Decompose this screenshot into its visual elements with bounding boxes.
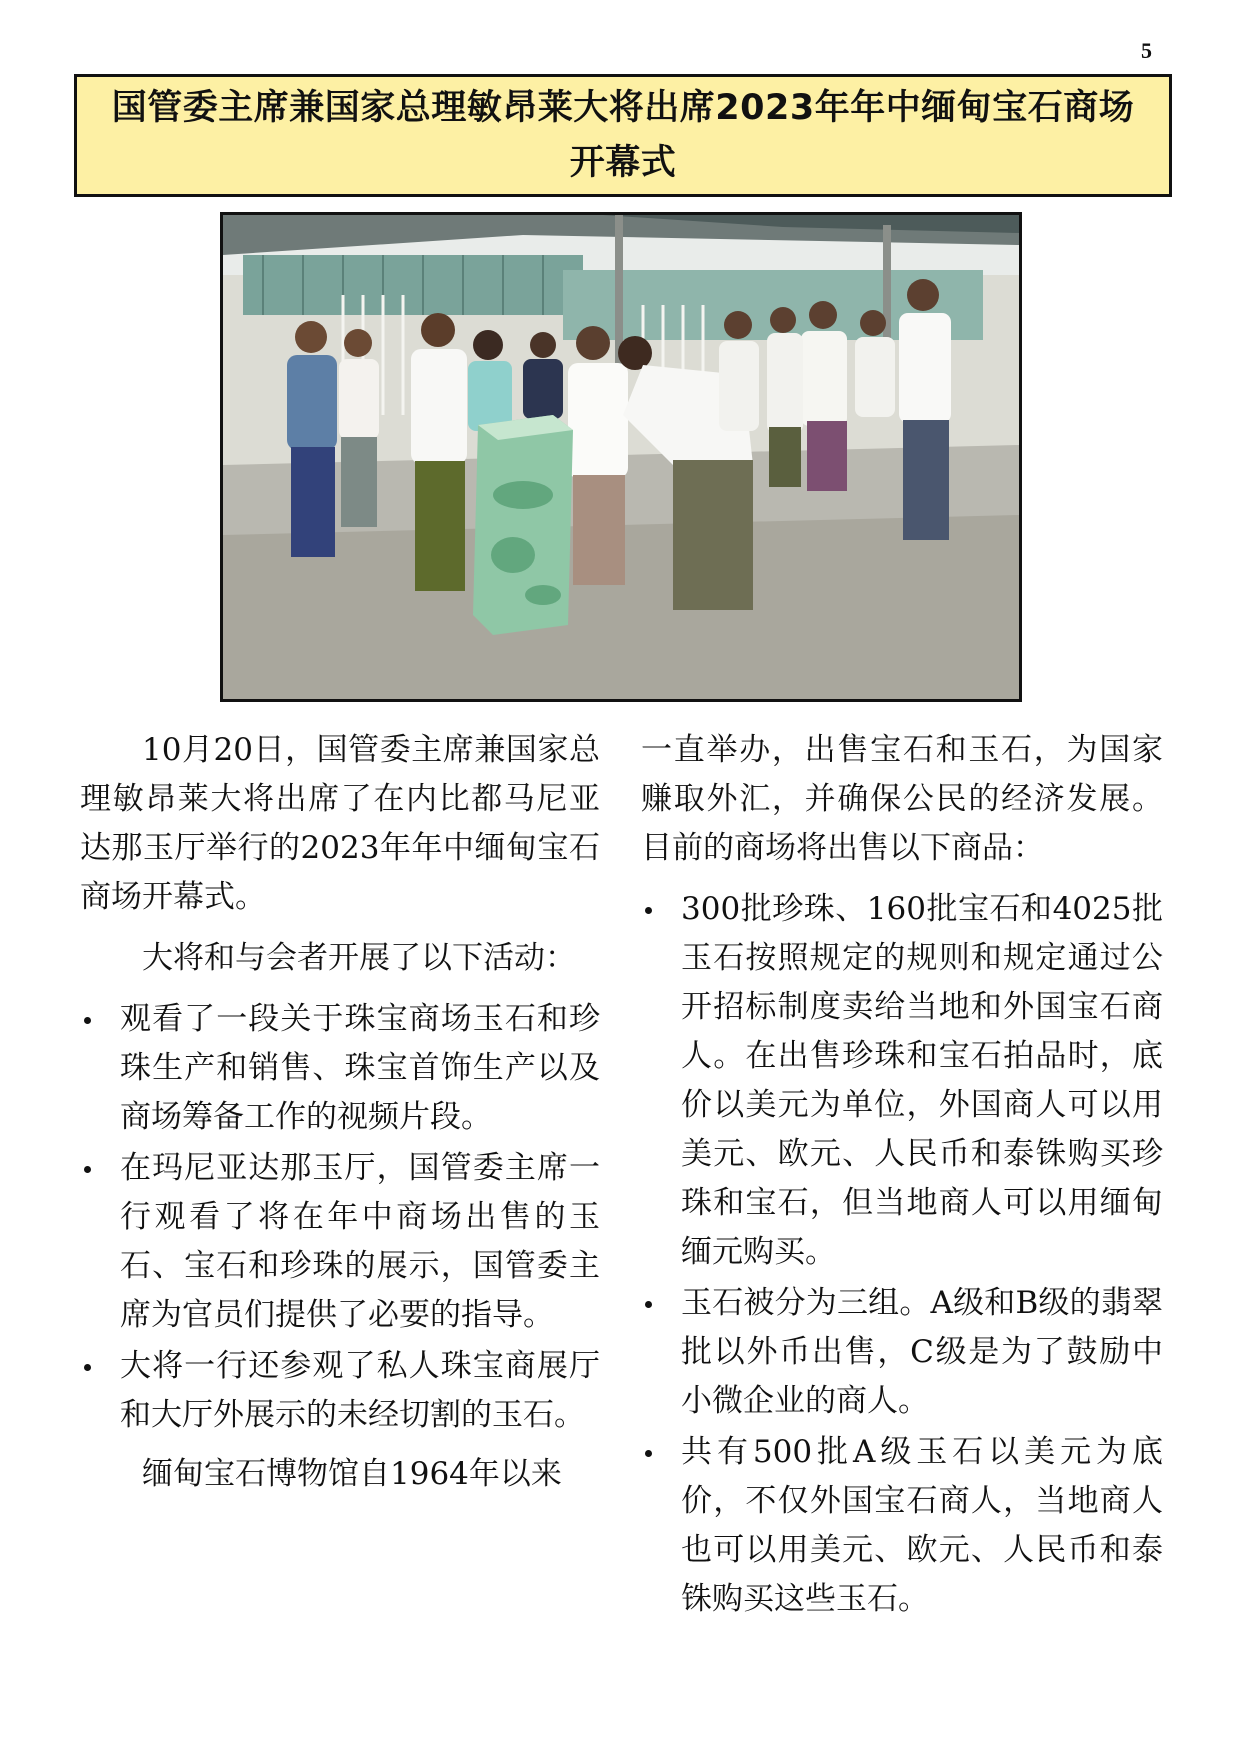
list-item: 观看了一段关于珠宝商场玉石和珍珠生产和销售、珠宝首饰生产以及商场筹备工作的视频片段。 bbox=[80, 995, 600, 1142]
activities-list bbox=[80, 995, 600, 1440]
right-column bbox=[641, 726, 1163, 1634]
list-item: 共有500批A级玉石以美元为底价，不仅外国宝石商人，当地商人也可以用美元、欧元、人民币和泰铢购买这些玉石。 bbox=[641, 1428, 1163, 1624]
headline-box bbox=[74, 74, 1172, 197]
headline: 国管委主席兼国家总理敏昂莱大将出席2023年年中缅甸宝石商场开幕式 bbox=[111, 87, 1135, 183]
list-item: 大将一行还参观了私人珠宝商展厅和大厅外展示的未经切割的玉石。 bbox=[80, 1342, 600, 1440]
museum-paragraph-continued: 一直举办，出售宝石和玉石，为国家赚取外汇，并确保公民的经济发展。目前的商场将出售以下商品： bbox=[641, 732, 1163, 866]
goods-list bbox=[641, 885, 1163, 1624]
list-item: 在玛尼亚达那玉厅，国管委主席一行观看了将在年中商场出售的玉石、宝石和珍珠的展示，国管委主席为官员们提供了必要的指导。 bbox=[80, 1144, 600, 1340]
left-column bbox=[80, 726, 600, 1511]
list-item: 玉石被分为三组。A级和B级的翡翠批以外币出售，C级是为了鼓励中小微企业的商人。 bbox=[641, 1279, 1163, 1426]
page-number: 5 bbox=[1141, 38, 1152, 63]
intro-paragraph: 10月20日，国管委主席兼国家总理敏昂莱大将出席了在内比都马尼亚达那玉厅举行的2023年年中缅甸宝石商场开幕式。 bbox=[80, 732, 600, 915]
news-photo bbox=[220, 212, 1022, 702]
photo-jade-inspection-icon bbox=[223, 215, 1019, 699]
museum-paragraph-start: 缅甸宝石博物馆自1964年以来 bbox=[142, 1456, 562, 1492]
list-item: 300批珍珠、160批宝石和4025批玉石按照规定的规则和规定通过公开招标制度卖给当地和外国宝石商人。在出售珍珠和宝石拍品时，底价以美元为单位，外国商人可以用美元、欧元、人民币和泰铢购买珍珠和宝石，但当地商人可以用缅甸缅元购买。 bbox=[641, 885, 1163, 1277]
activities-heading: 大将和与会者开展了以下活动： bbox=[142, 940, 576, 976]
